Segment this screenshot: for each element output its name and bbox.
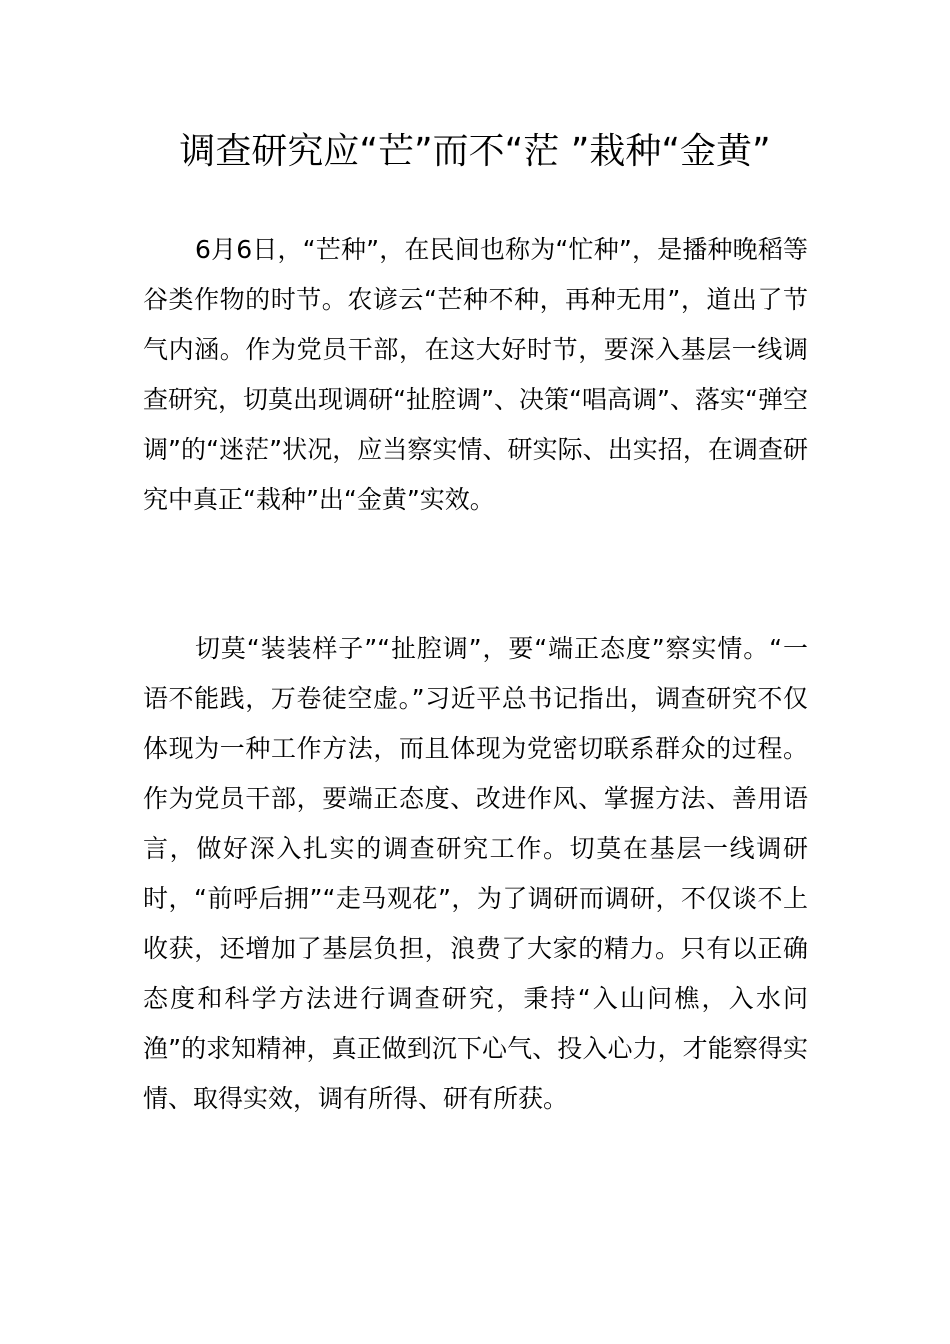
paragraph-1: 6月6日，“芒种”，在民间也称为“忙种”，是播种晚稻等谷类作物的时节。农谚云“芒种不种，再种无用”，道出了节气内涵。作为党员干部，在这大好时节，要深入基层一线调查研究，切莫出现调研“扯腔调”、决策“唱高调”、落实“弹空调”的“迷茫”状况，应当察实情、研实际、出实招，在调查研究中真正“栽种”出“金黄”实效。 xyxy=(143,235,808,514)
document-title: 调查研究应“芒”而不“茫 ”栽种“金黄” xyxy=(179,131,771,172)
paragraph-2: 切莫“装装样子”“扯腔调”，要“端正态度”察实情。“一语不能践，万卷徒空虚。”习近平总书记指出，调查研究不仅体现为一种工作方法，而且体现为党密切联系群众的过程。作为党员干部，要端正态度、改进作风、掌握方法、善用语言，做好深入扎实的调查研究工作。切莫在基层一线调研时，“前呼后拥”“走马观花”，为了调研而调研，不仅谈不上收获，还增加了基层负担，浪费了大家的精力。只有以正确态度和科学方法进行调查研究，秉持“入山问樵，入水问渔”的求知精神，真正做到沉下心气、投入心力，才能察得实情、取得实效，调有所得、研有所获。 xyxy=(143,634,808,1113)
